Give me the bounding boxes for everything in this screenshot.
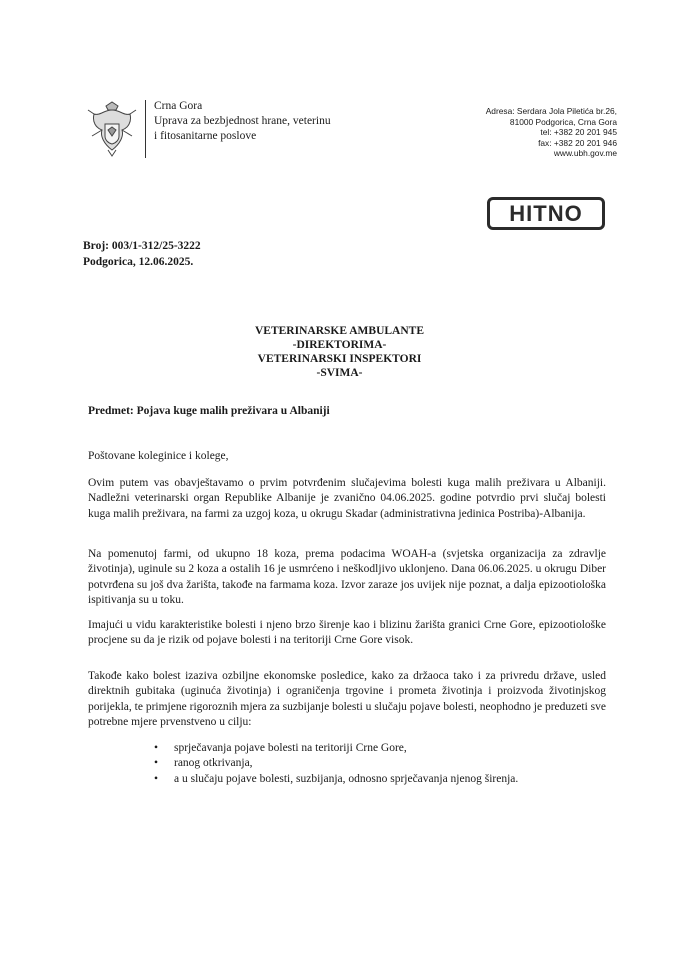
body-paragraph: Ovim putem vas obavještavamo o prvim potvrđenim slučajevima bolesti kuga malih preživara u Albaniji. Nadležni veterinarski organ Republike Albanije je zvanično 04.06.2025. godine potvrdio prvi slučaj bolesti kuga malih preživara, na farmi za uzgoj koza, u okrugu Skadar (administrativna jedinica Postriba)-Albanija. (88, 477, 606, 520)
recipient-line: VETERINARSKE AMBULANTE (254, 325, 425, 337)
body-paragraph: Imajući u vidu karakteristike bolesti i njeno brzo širenje kao i blizinu žarišta granici Crne Gore, epizootiološke procjene su da je rizik od pojave bolesti i na teritoriji Crne Gore visok. (88, 619, 606, 647)
header-divider (145, 100, 146, 158)
document-place-date: Podgorica, 12.06.2025. (83, 256, 194, 268)
address-fax: fax: +382 20 201 946 (538, 137, 617, 148)
document-number: Broj: 003/1-312/25-3222 (83, 240, 201, 252)
list-item: • ranog otkrivanja, (150, 756, 610, 771)
salutation: Poštovane koleginice i kolege, (88, 450, 229, 462)
measures-list (150, 741, 610, 787)
list-item: • sprječavanja pojave bolesti na teritoriji Crne Gore, (150, 741, 610, 756)
subject-line (88, 405, 330, 417)
address-phone: tel: +382 20 201 945 (540, 127, 617, 137)
urgent-stamp: HITNO (487, 197, 605, 230)
list-item: • a u slučaju pojave bolesti, suzbijanja, odnosno sprječavanja njenog širenja. (150, 772, 610, 787)
institution-line-name-cont: i fitosanitarne poslove (154, 130, 257, 142)
body-paragraph: Na pomenutoj farmi, od ukupno 18 koza, prema podacima WOAH-a (svjetska organizacija za zdravlje životinja), uginule su 2 koza a ostalih 16 je usmrćeno i neškodljivo uklonjeno. Dana 06.06.2025. u okrugu Diber potvrđena su još dva žarišta, takođe na farmama koza. Izvor zaraze jos uvijek nije poznat, a dalja epizootiološka ispitivanja su u toku. (88, 548, 606, 606)
address-street: Adresa: Serdara Jola Piletića br.26, (485, 106, 617, 116)
body-paragraph: Takođe kako bolest izaziva ozbiljne ekonomske posledice, kako za držaoca tako i za privredu države, usled direktnih gubitaka (uginuća životinja) i ograničenja trgovine i prometa životinja i proizvoda životinjskog porijekla, te primjene rigoroznih mjera za suzbijanje bolesti u slučaju pojave bolesti, neophodno je preduzeti sve potrebne mjere prvenstveno u cilju: (88, 670, 606, 728)
address-website[interactable]: www.ubh.gov.me (553, 148, 617, 158)
recipient-line: VETERINARSKI INSPEKTORI (257, 353, 422, 365)
subject-text: Pojava kuge malih preživara u Albaniji (136, 405, 330, 417)
coat-of-arms-icon (86, 100, 138, 158)
recipient-line: -DIREKTORIMA- (292, 339, 387, 351)
recipient-line: -SVIMA- (316, 367, 363, 379)
address-city: 81000 Podgorica, Crna Gora (509, 116, 617, 127)
institution-line-name: Uprava za bezbjednost hrane, veterinu (154, 115, 331, 127)
subject-label: Predmet: (88, 405, 134, 417)
institution-line-country: Crna Gora (154, 100, 203, 112)
